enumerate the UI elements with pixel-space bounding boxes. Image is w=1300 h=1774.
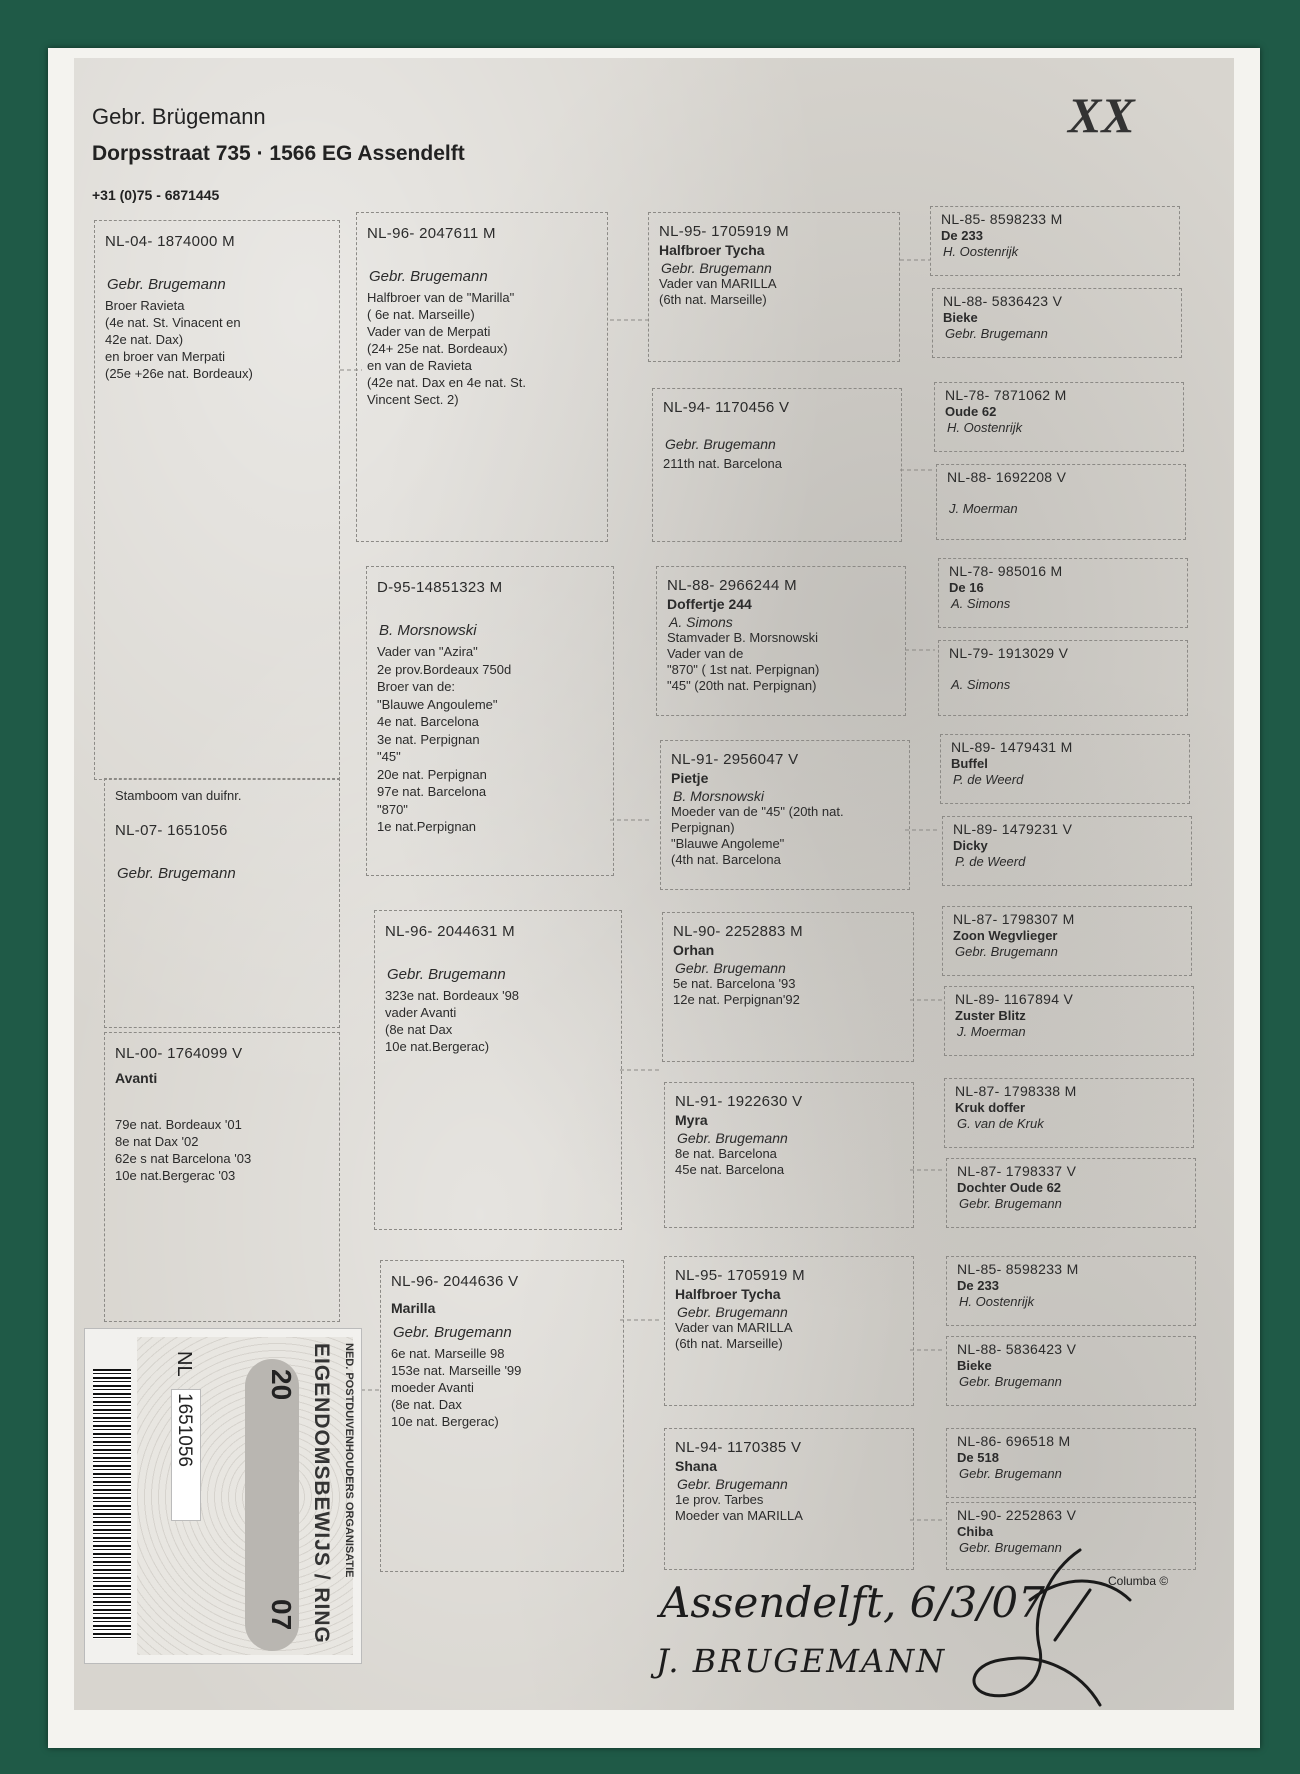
- handwritten-signature: [960, 1530, 1160, 1730]
- pedigree-box-gen3-7: [664, 1256, 914, 1406]
- pedigree-box-sire: [94, 220, 340, 780]
- pigeon-breeder: A. Simons: [669, 614, 733, 630]
- pigeon-breeder: P. de Weerd: [955, 854, 1026, 869]
- subject-ring: NL-07- 1651056: [115, 822, 228, 839]
- signature-place-date: Assendelft, 6/3/07: [660, 1578, 1045, 1627]
- pigeon-ring: NL-85- 8598233 M: [941, 211, 1063, 227]
- pigeon-name: De 518: [957, 1450, 999, 1465]
- pigeon-name: Halfbroer Tycha: [675, 1286, 781, 1302]
- subject-caption: Stamboom van duifnr.: [115, 788, 242, 803]
- pigeon-breeder: Gebr. Brugemann: [955, 944, 1058, 959]
- pigeon-ring: NL-90- 2252863 V: [957, 1507, 1077, 1523]
- pedigree-box-gen4-3: [934, 382, 1184, 452]
- pigeon-breeder: H. Oostenrijk: [943, 244, 1019, 259]
- pigeon-breeder: Gebr. Brugemann: [959, 1466, 1062, 1481]
- pedigree-box-gen4-10: [944, 986, 1194, 1056]
- pigeon-note: Moeder van de "45" (20th nat. Perpignan) "Blauwe Angoleme" (4th nat. Barcelona: [671, 804, 844, 867]
- pigeon-ring: NL-78- 985016 M: [949, 563, 1063, 579]
- credit-text: Columba ©: [1108, 1574, 1169, 1588]
- pedigree-box-gen3-1: [648, 212, 900, 362]
- pedigree-box-gen4-4: [936, 464, 1186, 540]
- pedigree-box-gen4-12: [946, 1158, 1196, 1228]
- pigeon-ring: NL-89- 1479431 M: [951, 739, 1073, 755]
- pedigree-box-gen4-5: [938, 558, 1188, 628]
- pigeon-name: Pietje: [671, 770, 709, 786]
- ownership-card: [84, 1328, 362, 1664]
- pigeon-note: 6e nat. Marseille 98 153e nat. Marseille '99 moeder Avanti (8e nat. Dax 10e nat. Bergerac): [391, 1346, 522, 1429]
- pedigree-box-gen4-13: [946, 1256, 1196, 1326]
- pigeon-ring: NL-91- 1922630 V: [675, 1093, 803, 1110]
- pedigree-box-gen3-3: [656, 566, 906, 716]
- pigeon-note: Vader van "Azira" 2e prov.Bordeaux 750d Broer van de: "Blauwe Angouleme" 4e nat. Barcelona 3e nat. Perpignan "45" 20e nat. Perpignan 97e nat. Barcelona "870" 1e nat.Perpignan: [377, 644, 512, 834]
- pigeon-name: De 16: [949, 580, 984, 595]
- card-number: 1651056: [174, 1393, 195, 1467]
- pigeon-name: Bieke: [957, 1358, 992, 1373]
- pedigree-box-gen2-2: [366, 566, 614, 876]
- pigeon-ring: NL-88- 1692208 V: [947, 469, 1067, 485]
- pigeon-breeder: A. Simons: [951, 677, 1011, 692]
- pigeon-breeder: Gebr. Brugemann: [387, 966, 506, 983]
- pigeon-name: De 233: [941, 228, 983, 243]
- pedigree-box-gen4-14: [946, 1336, 1196, 1406]
- card-org: NED. POSTDUIVENHOUDERS ORGANISATIE: [343, 1343, 355, 1578]
- pigeon-breeder: H. Oostenrijk: [947, 420, 1023, 435]
- subject-pigeon: [104, 778, 340, 1028]
- card-year-b: 07: [266, 1599, 297, 1631]
- card-country: NL: [173, 1351, 195, 1377]
- pigeon-name: Zuster Blitz: [955, 1008, 1026, 1023]
- pigeon-ring: NL-00- 1764099 V: [115, 1045, 243, 1062]
- pigeon-breeder: J. Moerman: [949, 501, 1018, 516]
- pigeon-ring: NL-95- 1705919 M: [675, 1267, 805, 1284]
- corner-mark: XX: [1068, 87, 1135, 143]
- pigeon-breeder: Gebr. Brugemann: [959, 1196, 1062, 1211]
- pigeon-ring: NL-96- 2047611 M: [367, 225, 496, 242]
- pedigree-box-dam: [104, 1032, 340, 1322]
- pigeon-name: Shana: [675, 1458, 718, 1474]
- pedigree-box-gen4-7: [940, 734, 1190, 804]
- owner-name: Gebr. Brügemann: [92, 104, 266, 129]
- pigeon-ring: NL-79- 1913029 V: [949, 645, 1069, 661]
- pigeon-ring: NL-88- 5836423 V: [957, 1341, 1077, 1357]
- pigeon-ring: NL-94- 1170385 V: [675, 1439, 802, 1456]
- pigeon-name: Dicky: [953, 838, 988, 853]
- pigeon-breeder: Gebr. Brugemann: [959, 1374, 1062, 1389]
- barcode: [93, 1369, 131, 1639]
- pigeon-breeder: Gebr. Brugemann: [677, 1476, 788, 1492]
- pedigree-box-gen4-2: [932, 288, 1182, 358]
- pedigree-box-gen4-9: [942, 906, 1192, 976]
- pigeon-ring: D-95-14851323 M: [377, 579, 503, 596]
- pigeon-breeder: Gebr. Brugemann: [677, 1130, 788, 1146]
- card-year-a: 20: [266, 1369, 297, 1401]
- pigeon-name: Kruk doffer: [955, 1100, 1026, 1115]
- pigeon-ring: NL-96- 2044631 M: [385, 923, 515, 940]
- pedigree-box-gen4-1: [930, 206, 1180, 276]
- pigeon-breeder: J. Moerman: [957, 1024, 1026, 1039]
- pigeon-ring: NL-88- 5836423 V: [943, 293, 1063, 309]
- pedigree-box-gen4-15: [946, 1428, 1196, 1498]
- pedigree-box-gen2-1: [356, 212, 608, 542]
- pigeon-name: Buffel: [951, 756, 988, 771]
- pedigree-box-gen4-8: [942, 816, 1192, 886]
- pigeon-breeder: Gebr. Brugemann: [959, 1540, 1062, 1555]
- pigeon-ring: NL-89- 1167894 V: [955, 991, 1074, 1007]
- pigeon-name: Dochter Oude 62: [957, 1180, 1062, 1195]
- pigeon-ring: NL-96- 2044636 V: [391, 1273, 519, 1290]
- subject-breeder: Gebr. Brugemann: [117, 865, 236, 882]
- pigeon-breeder: Gebr. Brugemann: [369, 268, 488, 285]
- pedigree-box-gen4-11: [944, 1078, 1194, 1148]
- pigeon-breeder: Gebr. Brugemann: [677, 1304, 788, 1320]
- pigeon-note: Stamvader B. Morsnowski Vader van de "870" ( 1st nat. Perpignan) "45" (20th nat. Perpignan): [667, 630, 820, 693]
- pigeon-note: 79e nat. Bordeaux '01 8e nat Dax '02 62e s nat Barcelona '03 10e nat.Bergerac '03: [115, 1117, 252, 1183]
- pigeon-name: Halfbroer Tycha: [659, 242, 765, 258]
- pedigree-box-gen3-2: [652, 388, 902, 542]
- pigeon-breeder: Gebr. Brugemann: [945, 326, 1048, 341]
- pigeon-breeder: Gebr. Brugemann: [661, 260, 772, 276]
- pigeon-note: Vader van MARILLA (6th nat. Marseille): [675, 1320, 793, 1351]
- pigeon-name: Myra: [675, 1112, 708, 1128]
- pigeon-breeder: B. Morsnowski: [379, 622, 477, 639]
- signature-name: J. BRUGEMANN: [656, 1642, 947, 1680]
- pigeon-ring: NL-85- 8598233 M: [957, 1261, 1079, 1277]
- pedigree-box-gen4-6: [938, 640, 1188, 716]
- pigeon-note: 1e prov. Tarbes Moeder van MARILLA: [675, 1492, 803, 1523]
- pigeon-breeder: B. Morsnowski: [673, 788, 765, 804]
- pigeon-note: 8e nat. Barcelona 45e nat. Barcelona: [675, 1146, 785, 1177]
- pigeon-ring: NL-04- 1874000 M: [105, 233, 235, 250]
- pigeon-breeder: A. Simons: [951, 596, 1011, 611]
- owner-address: Dorpsstraat 735 · 1566 EG Assendelft: [92, 142, 465, 165]
- pigeon-note: Broer Ravieta (4e nat. St. Vinacent en 42e nat. Dax) en broer van Merpati (25e +26e nat. Bordeaux): [105, 298, 253, 381]
- pigeon-breeder: Gebr. Brugemann: [675, 960, 786, 976]
- pigeon-note: 323e nat. Bordeaux '98 vader Avanti (8e nat Dax 10e nat.Bergerac): [385, 988, 520, 1054]
- pigeon-name: Avanti: [115, 1070, 158, 1086]
- pigeon-note: Vader van MARILLA (6th nat. Marseille): [659, 276, 777, 307]
- pigeon-name: Bieke: [943, 310, 978, 325]
- pigeon-ring: NL-87- 1798337 V: [957, 1163, 1077, 1179]
- pigeon-name: Oude 62: [945, 404, 997, 419]
- owner-phone: +31 (0)75 - 6871445: [92, 187, 220, 203]
- pedigree-box-gen3-5: [662, 912, 914, 1062]
- pigeon-ring: NL-86- 696518 M: [957, 1433, 1071, 1449]
- pedigree-box-gen3-8: [664, 1428, 914, 1570]
- pigeon-ring: NL-89- 1479231 V: [953, 821, 1073, 837]
- pedigree-box-gen2-3: [374, 910, 622, 1230]
- pigeon-name: Doffertje 244: [667, 596, 752, 612]
- pigeon-name: Marilla: [391, 1300, 436, 1316]
- pigeon-ring: NL-91- 2956047 V: [671, 751, 799, 768]
- pigeon-ring: NL-90- 2252883 M: [673, 923, 803, 940]
- pigeon-ring: NL-88- 2966244 M: [667, 577, 797, 594]
- pedigree-box-gen3-4: [660, 740, 910, 890]
- pigeon-breeder: Gebr. Brugemann: [393, 1324, 512, 1341]
- pigeon-name: Zoon Wegvlieger: [953, 928, 1058, 943]
- pigeon-breeder: G. van de Kruk: [957, 1116, 1044, 1131]
- pedigree-box-gen2-4: [380, 1260, 624, 1572]
- pigeon-note: 5e nat. Barcelona '93 12e nat. Perpignan'92: [673, 976, 800, 1007]
- pigeon-breeder: P. de Weerd: [953, 772, 1024, 787]
- pigeon-name: Orhan: [673, 942, 715, 958]
- pigeon-ring: NL-87- 1798307 M: [953, 911, 1075, 927]
- pigeon-ring: NL-94- 1170456 V: [663, 399, 790, 416]
- pigeon-breeder: Gebr. Brugemann: [107, 276, 226, 293]
- pigeon-note: 211th nat. Barcelona: [663, 456, 783, 471]
- pigeon-breeder: Gebr. Brugemann: [665, 436, 776, 452]
- pigeon-name: De 233: [957, 1278, 999, 1293]
- pigeon-note: Halfbroer van de "Marilla" ( 6e nat. Marseille) Vader van de Merpati (24+ 25e nat. Bordeaux) en van de Ravieta (42e nat. Dax en 4e nat. St. Vincent Sect. 2): [367, 290, 526, 407]
- pigeon-ring: NL-95- 1705919 M: [659, 223, 789, 240]
- pigeon-breeder: H. Oostenrijk: [959, 1294, 1035, 1309]
- pigeon-ring: NL-87- 1798338 M: [955, 1083, 1077, 1099]
- pigeon-name: Chiba: [957, 1524, 994, 1539]
- card-title: EIGENDOMSBEWIJS / RING: [310, 1343, 333, 1644]
- pigeon-ring: NL-78- 7871062 M: [945, 387, 1067, 403]
- pedigree-box-gen3-6: [664, 1082, 914, 1228]
